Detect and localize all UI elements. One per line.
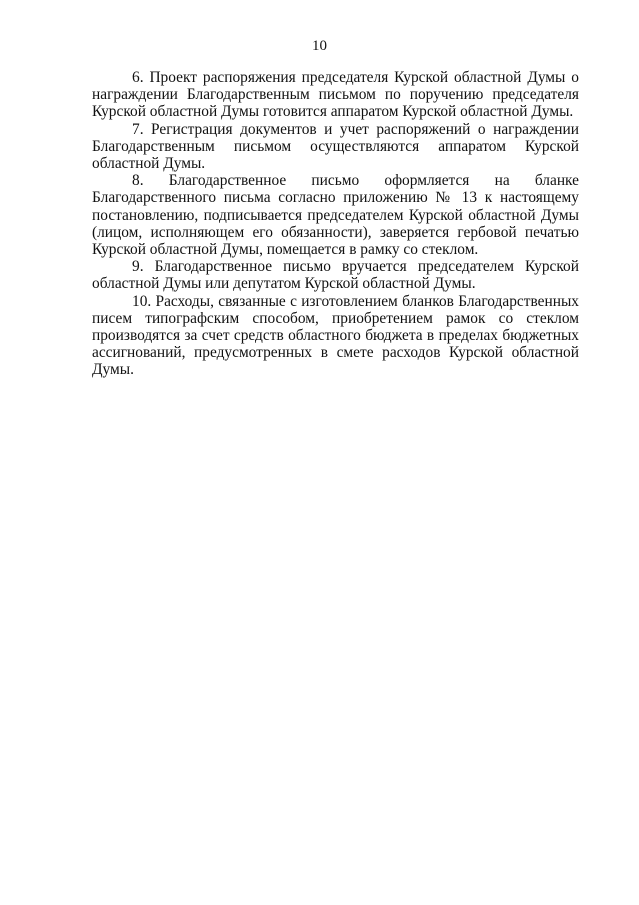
paragraph-6: 6. Проект распоряжения председателя Курской областной Думы о награждении Благодарственным письмом по поручению председателя Курской областной Думы готовится аппаратом Курской областной Думы.	[92, 69, 579, 121]
paragraph-9: 9. Благодарственное письмо вручается председателем Курской областной Думы или депутатом Курской областной Думы.	[92, 258, 579, 293]
page-number: 10	[312, 38, 327, 54]
paragraph-7: 7. Регистрация документов и учет распоряжений о награждении Благодарственным письмом осуществляются аппаратом Курской областной Думы.	[92, 120, 579, 173]
paragraph-8: 8. Благодарственное письмо оформляется на бланке Благодарственного письма согласно приложению № 13 к настоящему постановлению, подписывается председателем Курской областной Думы (лицом, исполняющем его обязанности), заверяется гербовой печатью Курской областной Думы, помещается в рамку со стеклом.	[92, 172, 579, 259]
document-body	[92, 69, 579, 379]
paragraph-10: 10. Расходы, связанные с изготовлением бланков Благодарственных писем типографским способом, приобретением рамок со стеклом производятся за счет средств областного бюджета в пределах бюджетных ассигнований, предусмотренных в смете расходов Курской областной Думы.	[92, 292, 579, 379]
